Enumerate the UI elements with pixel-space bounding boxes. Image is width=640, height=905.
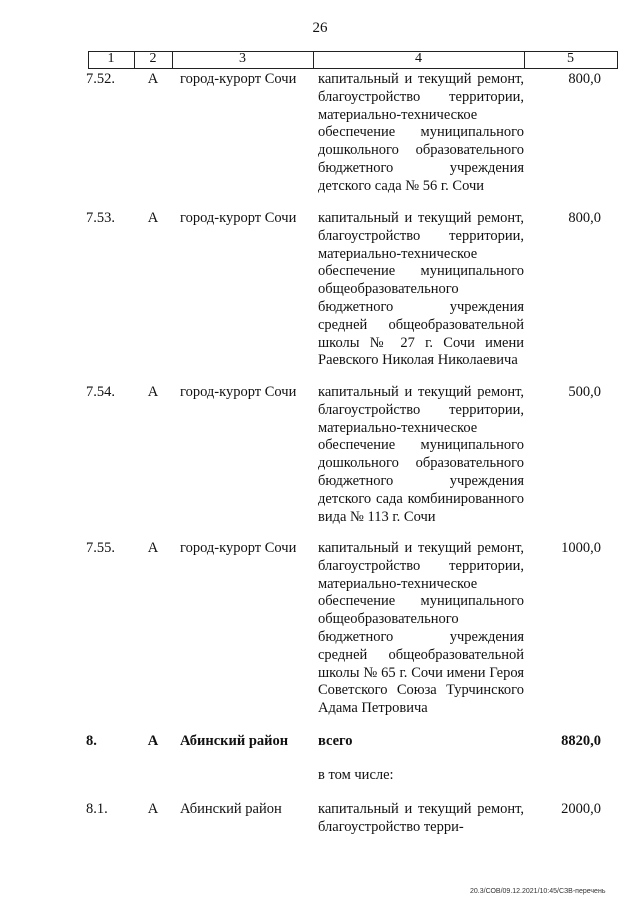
- row-category: А: [147, 733, 159, 749]
- row-description: капитальный и текущий ремонт, благоустройство терри-: [318, 801, 524, 835]
- row-description: капитальный и текущий ремонт, благоустройство территории, материально-техническое обеспечение муниципального общеобразовательного бюджетного учреждения средней общеобразовательной школы № 27 г. Сочи имени Раевского Николая Николаевича: [318, 210, 524, 369]
- row-number: 7.54.: [86, 384, 115, 400]
- footer-document-code: 20.3/СОВ/09.12.2021/10:45/СЗВ-перечень: [470, 888, 606, 895]
- column-2-number: 2: [149, 51, 157, 66]
- page-number: 26: [312, 20, 328, 36]
- column-5-number: 5: [567, 51, 574, 66]
- row-description: капитальный и текущий ремонт, благоустройство территории, материально-техническое обеспечение муниципального общеобразовательного бюджетного учреждения средней общеобразовательной школы № 65 г. Сочи имени Героя Советского Союза Турчинского Адама Петровича: [318, 540, 524, 717]
- row-number: 7.55.: [86, 540, 115, 556]
- row-amount: 500,0: [568, 384, 601, 400]
- column-4-number: 4: [415, 51, 422, 66]
- row-municipality: город-курорт Сочи: [180, 71, 297, 87]
- row-municipality: город-курорт Сочи: [180, 210, 297, 226]
- row-category: А: [147, 801, 159, 817]
- row-category: А: [147, 384, 159, 400]
- column-1-number: 1: [107, 51, 115, 66]
- row-category: А: [147, 71, 159, 87]
- row-amount: 2000,0: [561, 801, 601, 817]
- row-number: 7.53.: [86, 210, 115, 226]
- column-3-number: 3: [239, 51, 246, 66]
- row-number: 8.: [86, 733, 97, 749]
- row-municipality: город-курорт Сочи: [180, 540, 297, 556]
- row-municipality: Абинский район: [180, 733, 289, 749]
- row-amount: 800,0: [568, 210, 601, 226]
- row-category: А: [147, 540, 159, 556]
- row-description: всего: [318, 733, 353, 749]
- row-number: 7.52.: [86, 71, 115, 87]
- row-amount: 800,0: [568, 71, 601, 87]
- row-amount: 8820,0: [561, 733, 601, 749]
- row-amount: 1000,0: [561, 540, 601, 556]
- row-description: в том числе:: [318, 767, 394, 783]
- row-description: капитальный и текущий ремонт, благоустройство территории, материально-техническое обеспечение муниципального дошкольного образовательного бюджетного учреждения детского сада комбинированного вида № 113 г. Сочи: [318, 384, 524, 525]
- row-municipality: Абинский район: [180, 801, 282, 817]
- row-number: 8.1.: [86, 801, 108, 817]
- row-description: капитальный и текущий ремонт, благоустройство территории, материально-техническое обеспечение муниципального дошкольного образовательного бюджетного учреждения детского сада № 56 г. Сочи: [318, 71, 524, 194]
- row-municipality: город-курорт Сочи: [180, 384, 297, 400]
- row-category: А: [147, 210, 159, 226]
